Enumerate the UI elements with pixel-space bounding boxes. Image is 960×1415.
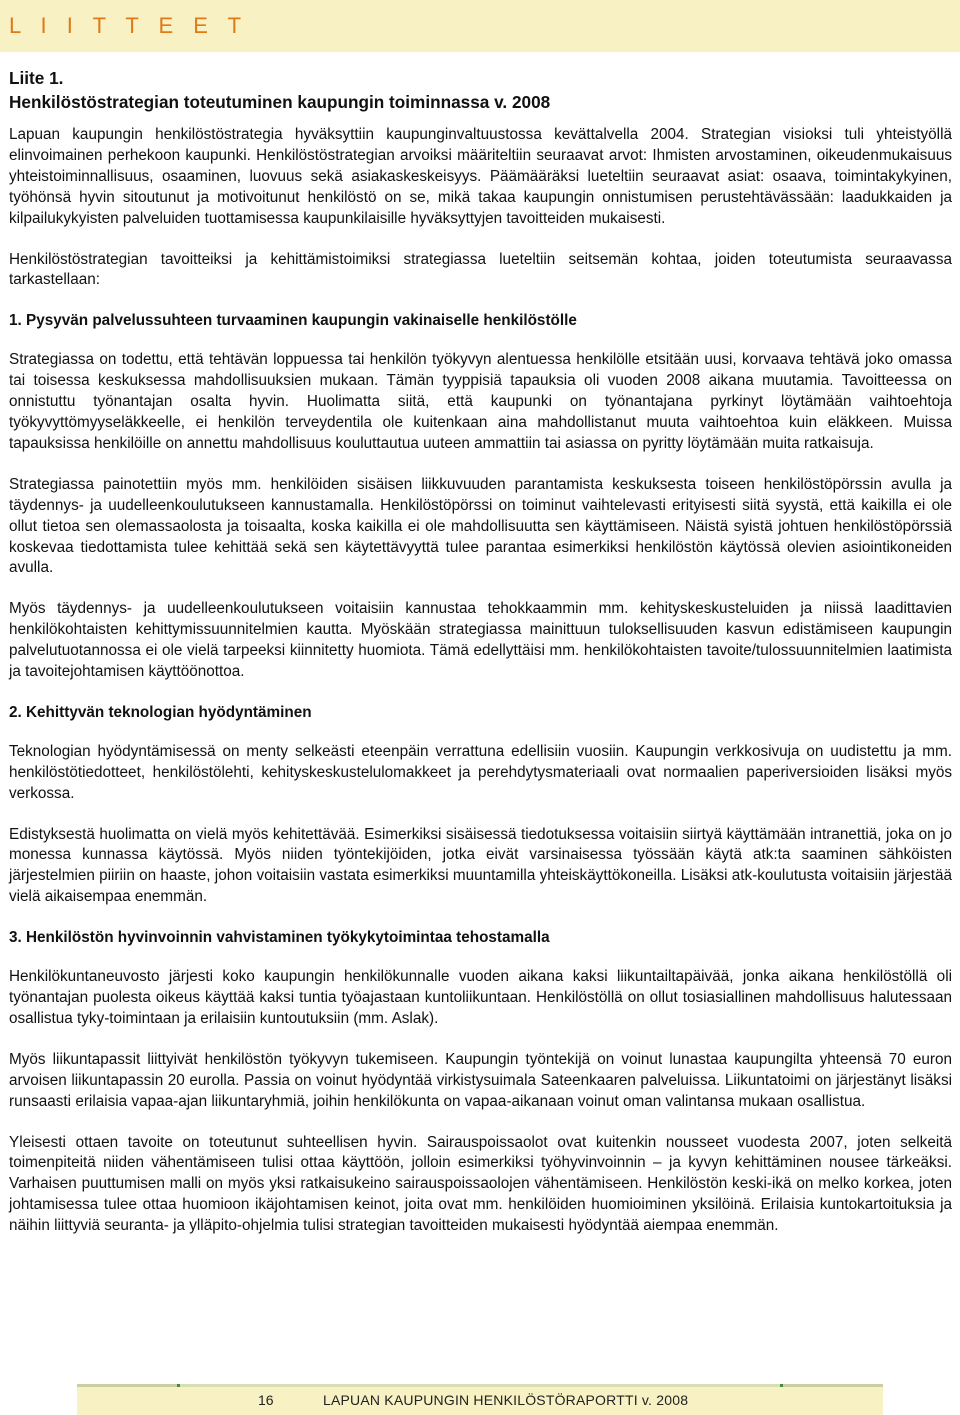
section-heading: 3. Henkilöstön hyvinvoinnin vahvistaminen työkykytoimintaa tehostamalla [9, 929, 550, 947]
intro-paragraph: Henkilöstöstrategian tavoitteiksi ja kehittämistoimiksi strategiassa lueteltiin seitsemän kohtaa, joiden toteutumista seuraavassa tarkastellaan: [9, 250, 952, 289]
body-paragraph: Yleisesti ottaen tavoite on toteutunut suhteellisen hyvin. Sairauspoissaolot ovat kuitenkin nousseet vuodesta 2007, joten selkeitä toimenpiteitä niiden vähentämiseen tulisi ottaa käyttöön, jolloin esimerkiksi työhyvinvoinnin – ja kyvyn kehittäminen nousee tärkeäksi. Varhaisen puuttumisen malli on myös yksi ratkaisukeino sairauspoissaolojen vähentämiseen. Henkilöstön keski-ikä on melko korkea, joten johtamisessa tulee ottaa huomioon ikäjohtamisen keinot, joita ovat mm. henkilöiden huomioiminen yksilöinä. Erilaisia kuntokartoituksia ja näihin liittyviä seuranta- ja ylläpito-ohjelmia tulisi strategian tavoitteiden mukaisesti hyödyntää aiempaa enemmän. [9, 1133, 952, 1235]
appendix-heading [9, 66, 952, 114]
appendix-title: Henkilöstöstrategian toteutuminen kaupungin toiminnassa v. 2008 [9, 92, 551, 112]
body-paragraph: Myös liikuntapassit liittyivät henkilöstön työkyvyn tukemiseen. Kaupungin työntekijä on voinut lunastaa kaupungilta yhteensä 70 euron arvoisen liikuntapassin 20 eurolla. Passia on voinut hyödyntää virkistysuimala Sateenkaaren palveluissa. Liikuntatoimi on järjestänyt lisäksi runsaasti erilaisia vapaa-ajan liikuntaryhmiä, joihin henkilökunta on vapaa-aikanaan voinut oman valintansa mukaan osallistua. [9, 1050, 952, 1110]
document-body [9, 66, 952, 1257]
section-heading: 2. Kehittyvän teknologian hyödyntäminen [9, 703, 312, 721]
intro-paragraph: Lapuan kaupungin henkilöstöstrategia hyväksyttiin kaupunginvaltuustossa kevättalvella 2004. Strategian visioksi tuli yhteistyöllä elinvoimainen perhekoon kaupunki. Henkilöstöstrategian arvoiksi määriteltiin seuraavat arvot: Ihmisten arvostaminen, oikeudenmukaisuus yhteistoiminnallisuus, osaaminen, luovuus sekä asiakaskeskeisyys. Päämääräksi lueteltiin seuraavat asiat: osaava, toimintakykyinen, työhönsä hyvin sitoutunut ja motivoitunut henkilöstö on se, mikä takaa kaupungin onnistumisen perustehtävässään: laadukkaiden ja kilpailukykyisten palveluiden tuottamisessa kaupunkilaisille hyväksyttyjen tavoitteiden mukaisesti. [9, 126, 952, 227]
footer-title: LAPUAN KAUPUNGIN HENKILÖSTÖRAPORTTI v. 2008 [323, 1392, 689, 1408]
body-paragraph: Strategiassa on todettu, että tehtävän loppuessa tai henkilön työkyvyn alentuessa henkilölle etsitään uusi, korvaava tehtävä joko omassa tai toisessa keskuksessa mahdollisuuksien mukaan. Tämän tyyppisiä tapauksia oli vuoden 2008 aikana muutamia. Tavoitteessa on onnistuttu työnantajan osalta hyvin. Huolimatta siitä, että kaupunki on työnantajana pyrkinyt löytämään vaihtoehtoja työkyvyttömyyseläkkeelle, ei henkilön terveydentila ole kuitenkaan aina mahdollistanut muuta vaihtoehtoa kuin eläkkeen. Muissa tapauksissa henkilöille on annettu mahdollisuus kouluttautua uuteen ammattiin tai asiassa on pyritty löytämään muita ratkaisuja. [9, 351, 952, 452]
body-paragraph: Teknologian hyödyntämisessä on menty selkeästi eteenpäin verrattuna edellisiin vuosiin. Kaupungin verkkosivuja on uudistettu ja mm. henkilöstötiedotteet, henkilöstölehti, kehityskeskustelulomakkeet ja perehdytysmateriaali ovat normaalien paperiversioiden lisäksi myös verkossa. [9, 742, 952, 802]
top-header-band [0, 0, 960, 52]
body-paragraph: Strategiassa painotettiin myös mm. henkilöiden sisäisen liikkuvuuden parantamista keskuksesta toiseen henkilöstöpörssin avulla ja täydennys- ja uudelleenkoulutukseen kannustamalla. Henkilöstöpörssi on toiminut vaihtelevasti erityisesti siitä syystä, että kaikilla ei ole ollut tietoa sen olemassaolosta ja toisaalta, koska kaikilla ei ole mahdollisuutta sen käyttämiseen. Näistä syistä johtuen henkilöstöpörssiä koskevaa tiedottamista tulee kehittää sekä sen käytettävyyttä tulee parantaa esimerkiksi henkilöstön käytössä olevien asiointikoneiden avulla. [9, 475, 952, 577]
section-title: L I I T T E E T [9, 13, 249, 38]
body-paragraph: Myös täydennys- ja uudelleenkoulutukseen voitaisiin kannustaa tehokkaammin mm. kehityskeskusteluiden ja niissä laadittavien henkilökohtaisten kehittymissuunnitelmien kautta. Myöskään strategiassa mainittuun tuloksellisuuden kasvun edistämiseen kaupungin palvelutuotannossa ei ole vielä tarpeeksi kiinnitetty huomiota. Tämä edellyttäisi mm. henkilökohtaisten tavoite/tulossuunnitelmien laatimista ja tavoitejohtamisen käyttöönottoa. [9, 600, 952, 681]
section-heading: 1. Pysyvän palvelussuhteen turvaaminen kaupungin vakinaiselle henkilöstölle [9, 312, 577, 330]
appendix-label: Liite 1. [9, 68, 64, 88]
body-paragraph: Henkilökuntaneuvosto järjesti koko kaupungin henkilökunnalle vuoden aikana kaksi liikuntailtapäivää, jonka aikana henkilöstöllä oli työnantajan puolesta oikeus käyttää kaksi tuntia työajastaan kuntoliikuntaan. Henkilöstöllä on ollut tosiasiallinen mahdollisuus halutessaan osallistua tyky-toimintaan ja erilaisiin kuntoutuksiin (mm. Aslak). [9, 968, 952, 1027]
body-paragraph: Edistyksestä huolimatta on vielä myös kehitettävää. Esimerkiksi sisäisessä tiedotuksessa voitaisiin siirtyä käyttämään intranettiä, joka on jo monessa kunnassa käytössä. Myös niiden työntekijöiden, jotka eivät varsinaisessa työssään käytä atk:ta saaminen sähköisten järjestelmien piiriin on haaste, johon voitaisiin vastata esimerkiksi muuntamilla yhteiskäyttökoneilla. Lisäksi atk-koulutusta voitaisiin järjestää vielä aikaisempaa enemmän. [9, 825, 952, 906]
page-number: 16 [258, 1392, 274, 1408]
